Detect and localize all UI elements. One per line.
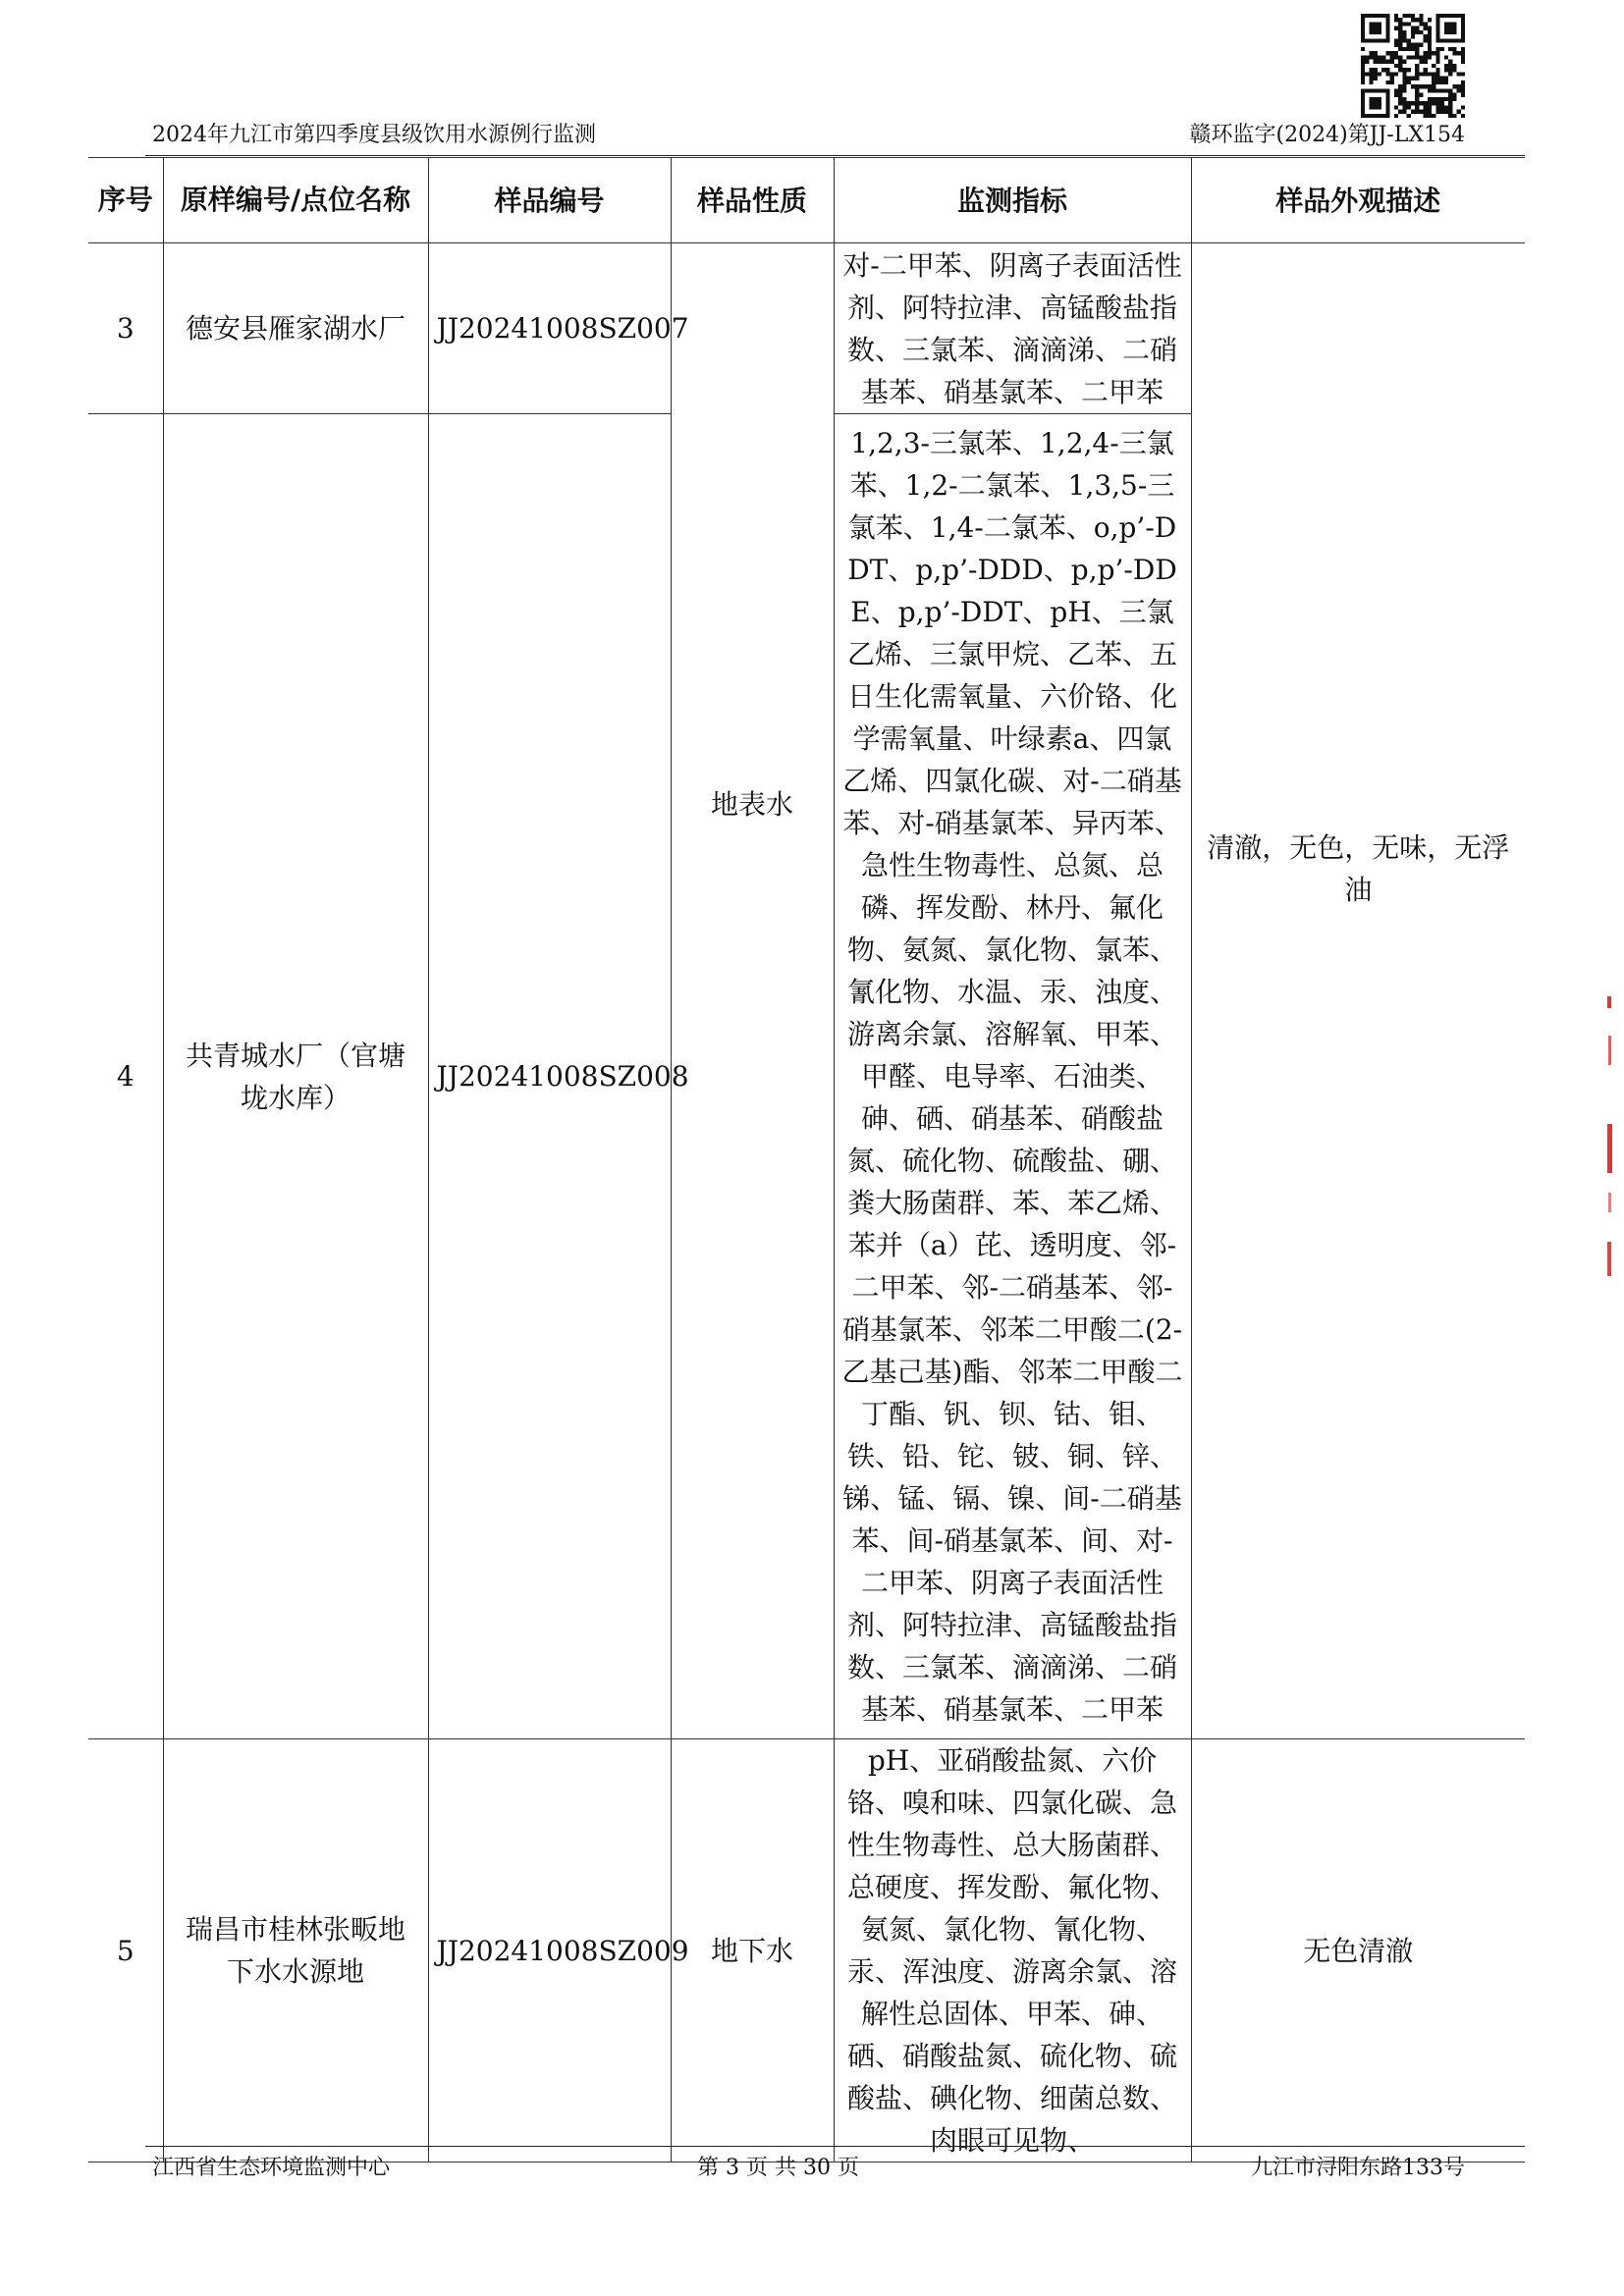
cell-nature: [671, 243, 834, 1739]
cell-no: 3: [88, 243, 163, 414]
col-header-nature: 样品性质: [671, 158, 834, 243]
col-header-no: 序号: [88, 158, 163, 243]
cell-site: 共青城水厂（官塘垅水库）: [163, 414, 428, 1739]
header-report-number: 赣环监字(2024)第JJ-LX154: [1189, 123, 1465, 147]
qr-code-icon: [1361, 14, 1465, 118]
footer-organization: 江西省生态环境监测中心: [152, 2156, 391, 2180]
cell-nature-row3: 地表水: [710, 788, 793, 821]
col-header-site: 原样编号/点位名称: [163, 158, 428, 243]
seal-edge-mark: [1607, 996, 1612, 1281]
table-row: [88, 1739, 1525, 2163]
footer-divider: [145, 2146, 1525, 2147]
cell-site: 德安县雁家湖水厂: [163, 243, 428, 414]
header-report-title: 2024年九江市第四季度县级饮用水源例行监测: [152, 123, 596, 147]
table-row: [88, 243, 1525, 414]
footer-page-number: 第 3 页 共 30 页: [697, 2156, 859, 2180]
cell-site: 瑞昌市桂林张畈地下水水源地: [163, 1739, 428, 2163]
cell-no: 5: [88, 1739, 163, 2163]
cell-sample-id: JJ20241008SZ007: [428, 243, 671, 414]
cell-no: 4: [88, 414, 163, 1739]
cell-appearance: 无色清澈: [1191, 1739, 1525, 2163]
header-divider: [145, 155, 1525, 156]
table-header-row: [88, 158, 1525, 243]
sample-table: [88, 157, 1525, 2163]
cell-sample-id: JJ20241008SZ008: [428, 414, 671, 1739]
col-header-appearance: 样品外观描述: [1191, 158, 1525, 243]
cell-indicators: pH、亚硝酸盐氮、六价铬、嗅和味、四氯化碳、急性生物毒性、总大肠菌群、总硬度、挥发酚、氟化物、氨氮、氯化物、氰化物、汞、浑浊度、游离余氯、溶解性总固体、甲苯、砷、硒、硝酸盐氮、硫化物、硫酸盐、碘化物、细菌总数、肉眼可见物、: [834, 1739, 1191, 2163]
col-header-indicators: 监测指标: [834, 158, 1191, 243]
cell-nature: 地下水: [671, 1739, 834, 2163]
cell-appearance: [1191, 243, 1525, 1739]
cell-appearance-row3: 清澈，无色，无味，无浮油: [1207, 831, 1510, 906]
cell-sample-id: JJ20241008SZ009: [428, 1739, 671, 2163]
cell-indicators: 1,2,3-三氯苯、1,2,4-三氯苯、1,2-二氯苯、1,3,5-三氯苯、1,4-二氯苯、o,p’-DDT、p,p’-DDD、p,p’-DDE、p,p’-DDT、pH、三氯乙烯、三氯甲烷、乙苯、五日生化需氧量、六价铬、化学需氧量、叶绿素a、四氯乙烯、四氯化碳、对-二硝基苯、对-硝基氯苯、异丙苯、急性生物毒性、总氮、总磷、挥发酚、林丹、氟化物、氨氮、氯化物、氯苯、氰化物、水温、汞、浊度、游离余氯、溶解氧、甲苯、甲醛、电导率、石油类、砷、硒、硝基苯、硝酸盐氮、硫化物、硫酸盐、硼、粪大肠菌群、苯、苯乙烯、苯并（a）芘、透明度、邻-二甲苯、邻-二硝基苯、邻-硝基氯苯、邻苯二甲酸二(2-乙基己基)酯、邻苯二甲酸二丁酯、钒、钡、钴、钼、铁、铅、铊、铍、铜、锌、锑、锰、镉、镍、间-二硝基苯、间-硝基氯苯、间、对-二甲苯、阴离子表面活性剂、阿特拉津、高锰酸盐指数、三氯苯、滴滴涕、二硝基苯、硝基氯苯、二甲苯: [834, 414, 1191, 1739]
col-header-sample-id: 样品编号: [428, 158, 671, 243]
footer-address: 九江市浔阳东路133号: [1251, 2156, 1465, 2180]
cell-indicators: 对-二甲苯、阴离子表面活性剂、阿特拉津、高锰酸盐指数、三氯苯、滴滴涕、二硝基苯、硝基氯苯、二甲苯: [834, 243, 1191, 414]
